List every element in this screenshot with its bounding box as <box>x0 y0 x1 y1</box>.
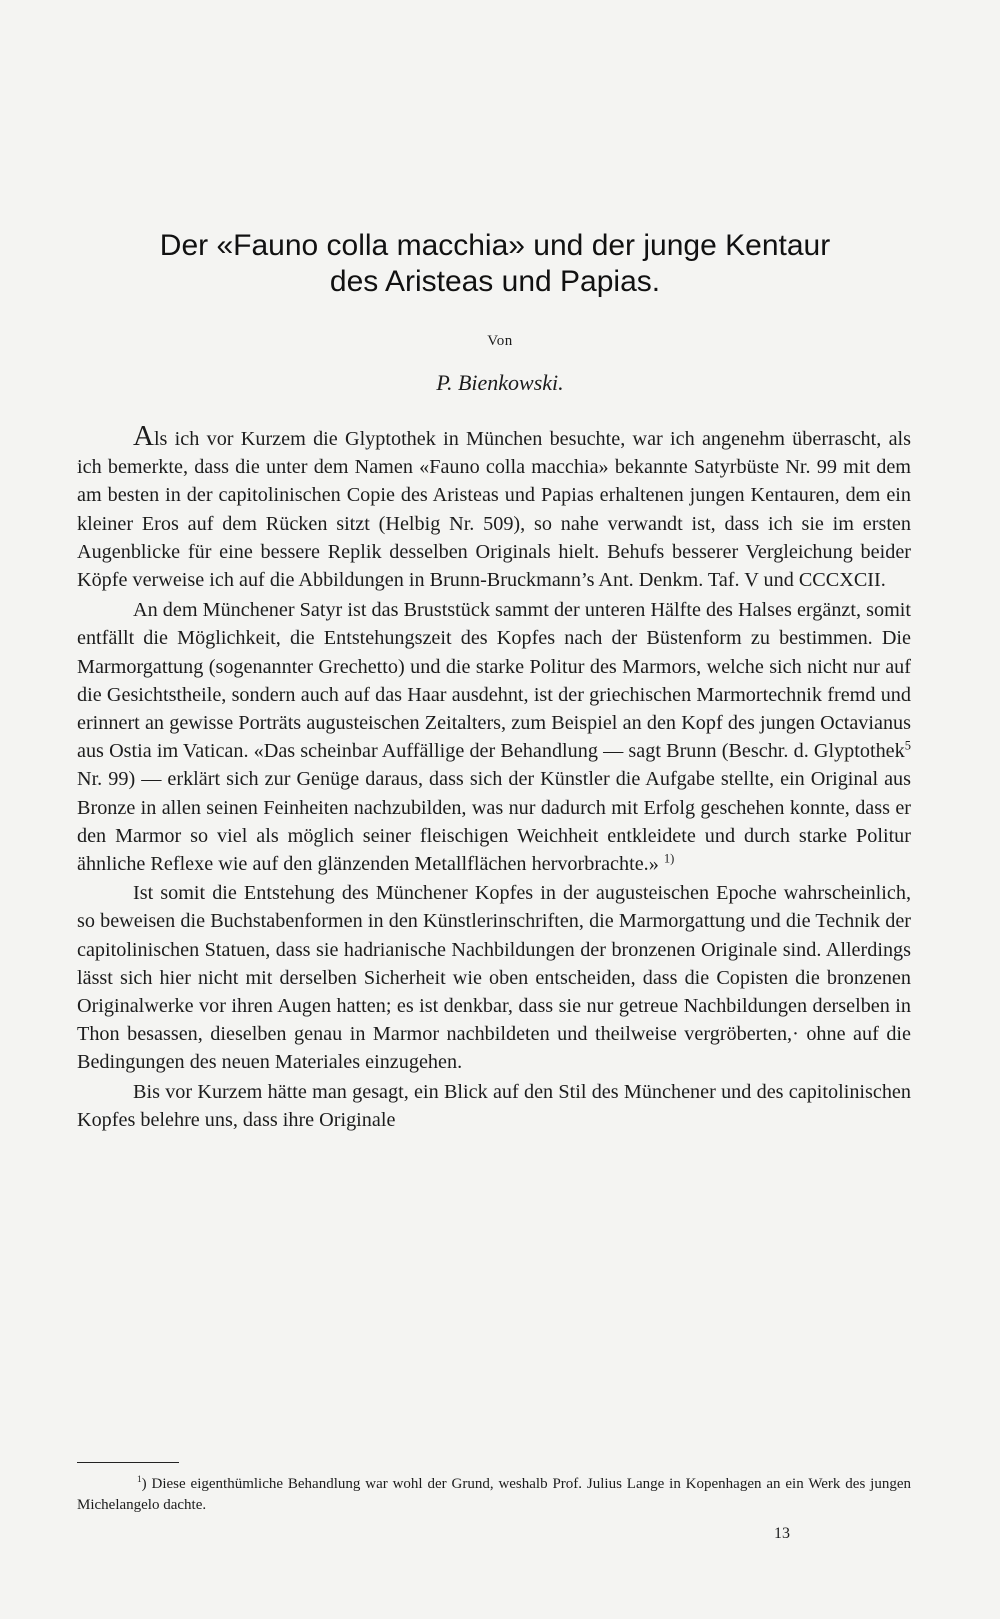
paragraph-2-text-b: Nr. 99) — erklärt sich zur Genüge daraus, dass sich der Künstler die Aufgabe stellte, ein Original aus Bronze in allen seinen Feinheiten nachzubilden, was nur dadurch mit Erfolg geschehen konnte, dass er den Marmor so viel als möglich seiner fleischigen Weichheit entkleidete und durch starke Politur ähnliche Reflexe wie auf den glänzenden Metallflächen hervorbrachte.» <box>77 768 911 876</box>
edition-superscript: 5 <box>904 738 911 753</box>
footnote-text: ) Diese eigenthümliche Behandlung war wohl der Grund, weshalb Prof. Julius Lange in Kopenhagen an ein Werk des jungen Michelangelo dachte. <box>77 1476 911 1513</box>
title-line-2: des Aristeas und Papias. <box>329 265 661 298</box>
initial-letter: A <box>133 420 154 452</box>
paragraph-1 <box>77 420 911 594</box>
article-title <box>78 228 912 300</box>
paragraph-2-text-a: An dem Münchener Satyr ist das Bruststück sammt der unteren Hälfte des Halses ergänzt, somit entfällt die Möglichkeit, die Entstehungszeit des Kopfes nach der Büstenform zu bestimmen. Die Marmorgattung (sogenannter Grechetto) und die starke Politur des Marmors, welche sich nicht nur auf die Gesichtstheile, sondern auch auf das Haar ausdehnt, ist der griechischen Marmortechnik fremd und erinnert an gewisse Porträts augusteischen Zeitalters, zum Beispiel an den Kopf des jungen Octavianus aus Ostia im Vatican. «Das scheinbar Auffällige der Behandlung — sagt Brunn (Beschr. d. Glyptothek <box>77 599 911 763</box>
paragraph-2 <box>77 596 911 878</box>
title-line-1: Der «Fauno colla macchia» und der junge Kentaur <box>159 229 831 262</box>
footnote-marker: 1 <box>137 1475 142 1485</box>
footnote <box>77 1474 911 1516</box>
footnote-divider <box>77 1462 179 1463</box>
bleed-through-header <box>170 80 830 96</box>
paragraph-4: Bis vor Kurzem hätte man gesagt, ein Blick auf den Stil des Münchener und des capitolinischen Kopfes belehre uns, dass ihre Originale <box>77 1080 911 1131</box>
paragraph-3: Ist somit die Entstehung des Münchener Kopfes in der augusteischen Epoche wahrscheinlich, so beweisen die Buchstabenformen in den Künstlerinschriften, die Marmorgattung und die Technik der capitolinischen Statuen, dass sie hadrianische Nachbildungen der bronzenen Originale sind. Allerdings lässt sich hier nicht mit derselben Sicherheit wie oben entscheiden, dass die Copisten die bronzenen Originalwerke vor ihren Augen hatten; es ist denkbar, dass sie nur getreue Nachbildungen derselben in Thon besassen, dieselben genau in Marmor nachbildeten und theilweise vergröberten,· ohne auf die Bedingungen des neuen Materiales einzugehen. <box>77 882 911 1074</box>
byline-von: Von <box>487 333 513 349</box>
footnote-reference: 1) <box>663 851 675 866</box>
page-number: 13 <box>774 1525 790 1542</box>
author-name: P. Bienkowski. <box>436 370 564 395</box>
article-body <box>77 420 911 1135</box>
paragraph-1-text: ls ich vor Kurzem die Glyptothek in München besuchte, war ich angenehm überrascht, als ich bemerkte, dass die unter dem Namen «Fauno colla macchia» bekannte Satyrbüste Nr. 99 mit dem am besten in der capitolinischen Copie des Aristeas und Papias erhaltenen jungen Kentauren, dem ein kleiner Eros auf dem Rücken sitzt (Helbig Nr. 509), so nahe verwandt ist, dass ich sie im ersten Augenblicke für eine bessere Replik desselben Originals hielt. Behufs besserer Vergleichung beider Köpfe verweise ich auf die Abbildungen in Brunn-Bruckmann’s Ant. Denkm. Taf. V und CCCXCII. <box>77 428 911 592</box>
